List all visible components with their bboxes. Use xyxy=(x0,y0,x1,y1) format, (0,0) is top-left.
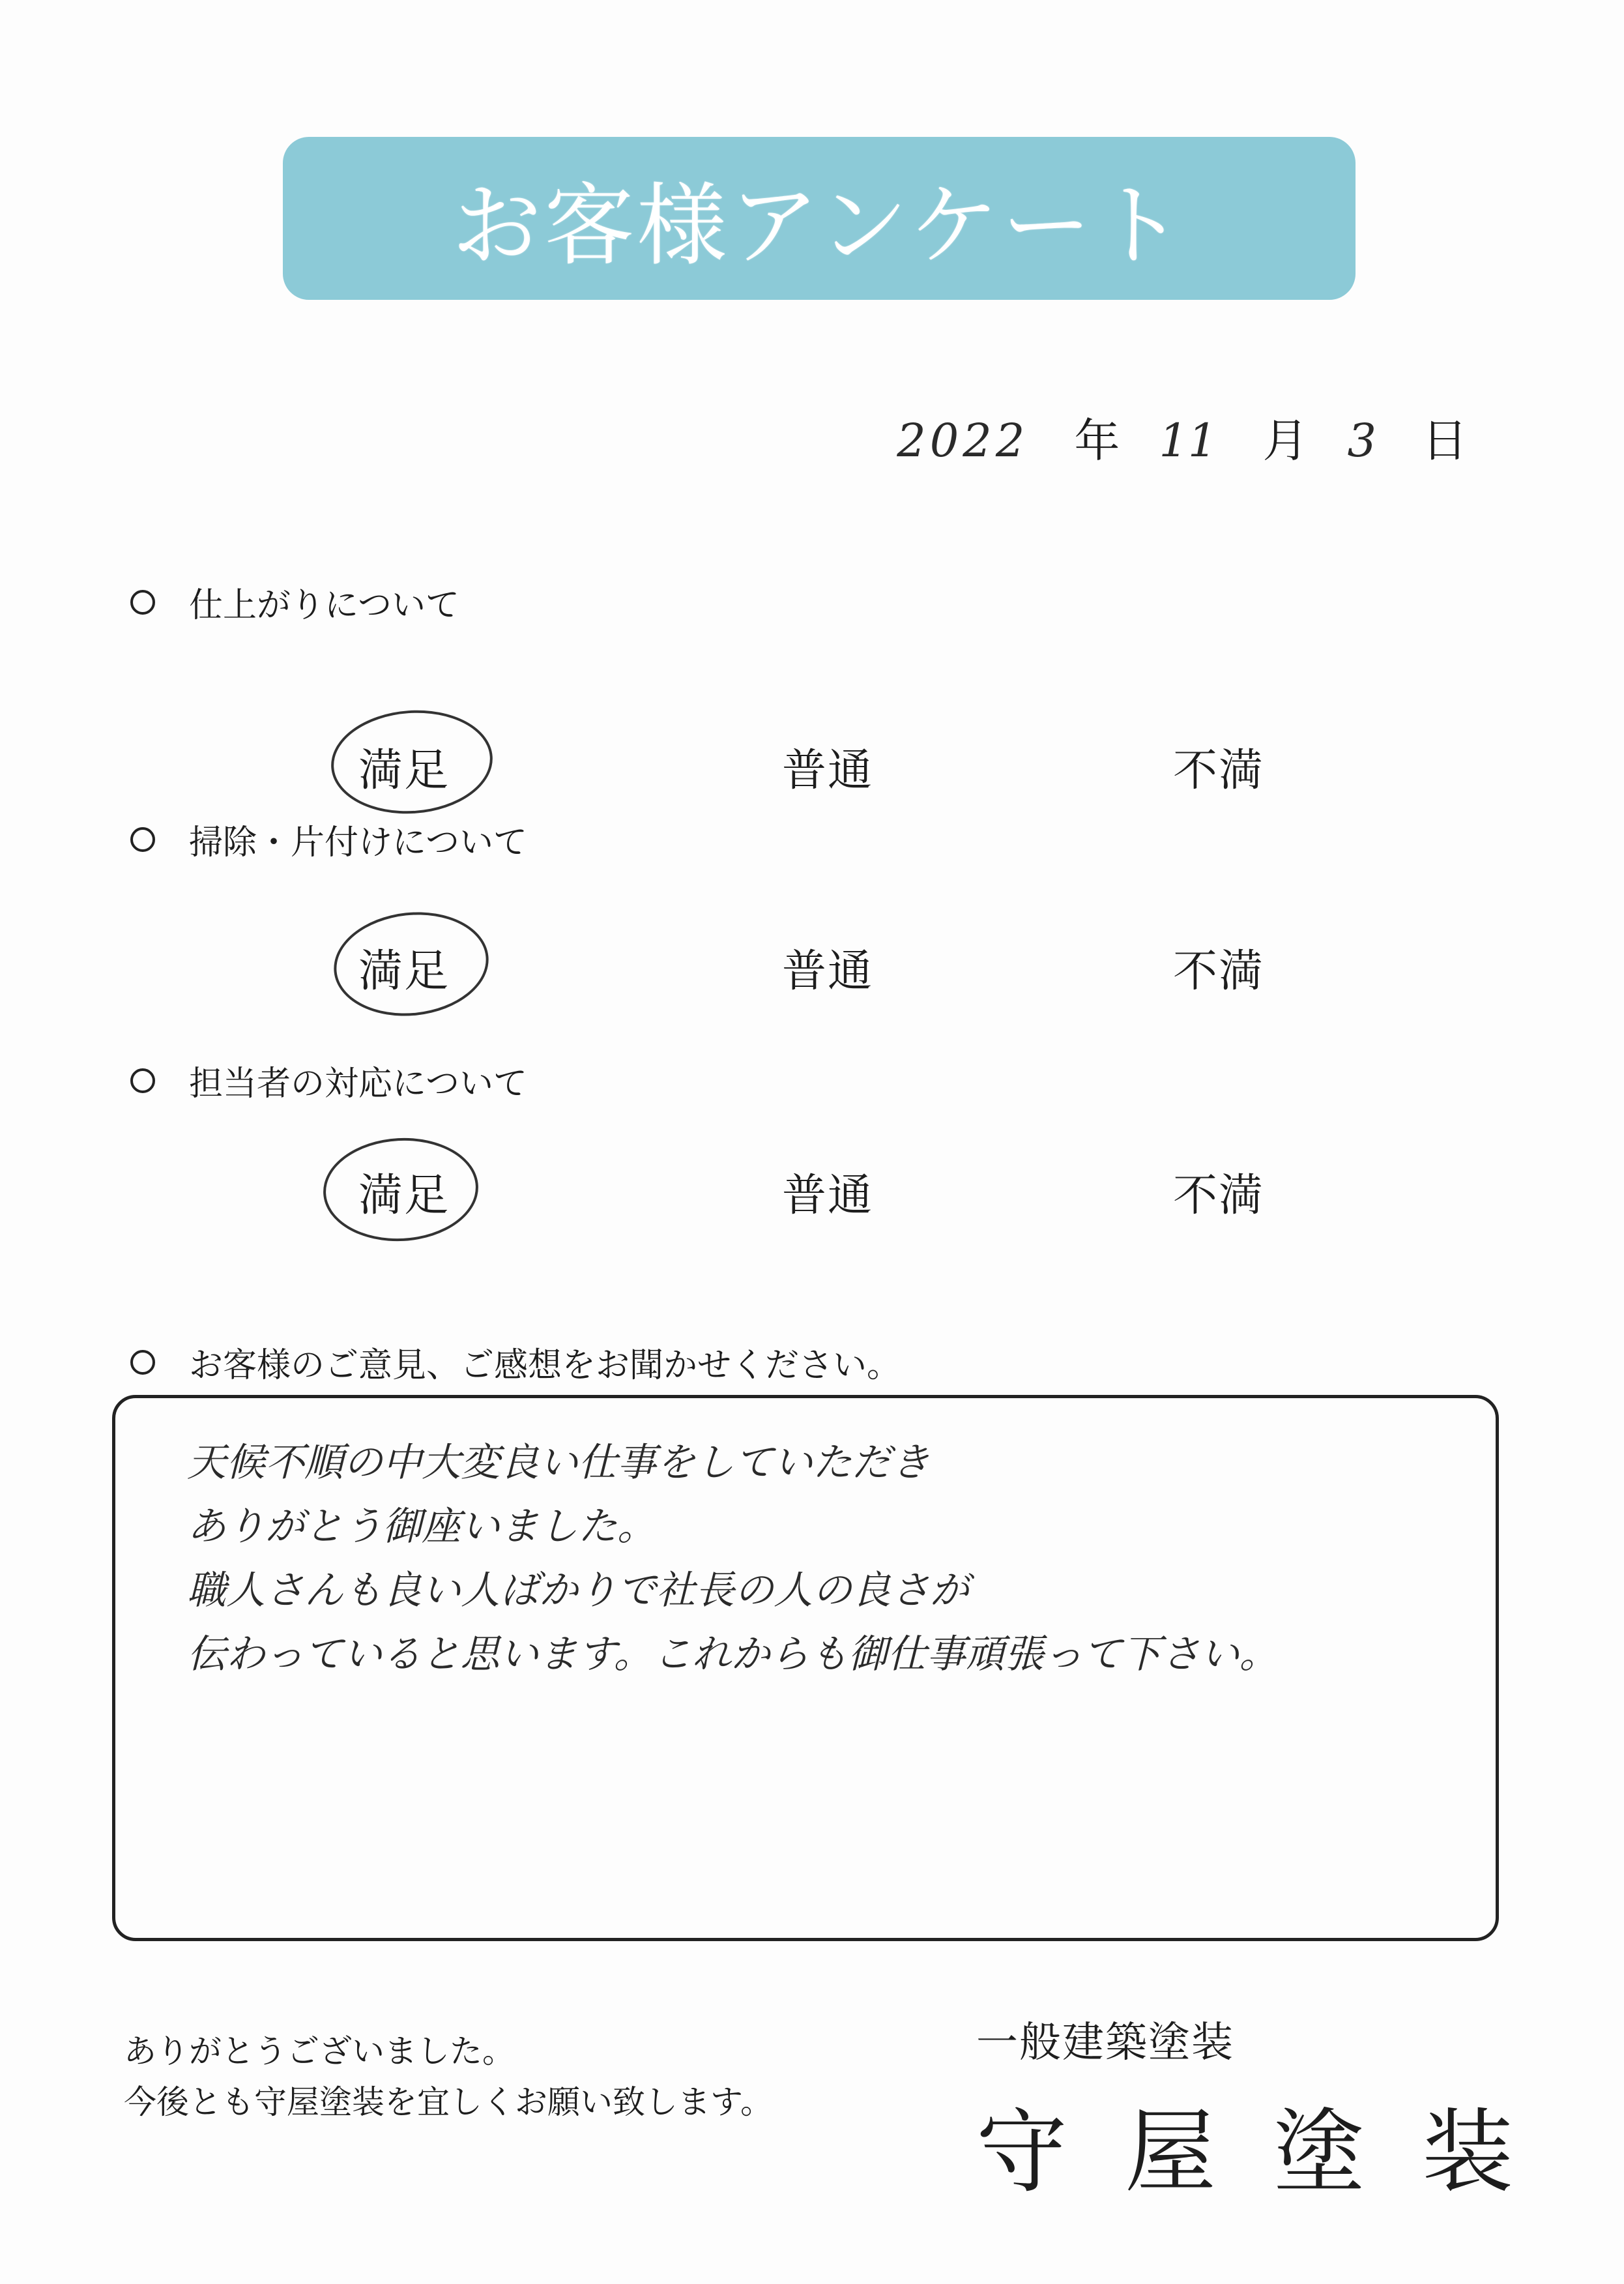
comment-line: 職人さんも良い人ばかりで社長の人の良さが xyxy=(187,1568,969,1613)
date-year: 2022 xyxy=(897,414,1029,467)
option-average-q1[interactable]: 普通 xyxy=(782,745,874,797)
date-day-label: 日 xyxy=(1422,414,1468,467)
date-month-label: 月 xyxy=(1262,414,1309,467)
question-cleaning xyxy=(130,815,527,864)
bullet-circle-icon xyxy=(130,590,155,615)
thanks-message xyxy=(124,2026,773,2128)
option-satisfied-q1[interactable]: 満足 xyxy=(358,745,450,797)
bullet-circle-icon xyxy=(130,827,155,852)
date-day: 3 xyxy=(1347,414,1376,467)
question-label: 担当者の対応について xyxy=(189,1064,527,1104)
company-name: 守屋塗装 xyxy=(976,2100,1571,2206)
bullet-circle-icon xyxy=(130,1350,155,1375)
question-label: 掃除・片付けについて xyxy=(189,823,527,862)
comment-line: 天候不順の中大変良い仕事をしていただき xyxy=(187,1440,930,1486)
page-title: お客様アンケート xyxy=(452,173,1187,278)
question-comments xyxy=(130,1338,901,1386)
title-banner xyxy=(283,137,1356,300)
comment-line: 伝わっていると思います。これからも御仕事頑張って下さい。 xyxy=(187,1632,1279,1677)
company-type: 一般建築塗装 xyxy=(976,2019,1234,2067)
option-dissatisfied-q1[interactable]: 不満 xyxy=(1173,745,1265,797)
option-average-q2[interactable]: 普通 xyxy=(782,946,874,997)
thanks-line: 今後とも守屋塗装を宜しくお願い致します。 xyxy=(124,2083,773,2121)
comment-text xyxy=(187,1431,1443,1686)
company-block xyxy=(976,2009,1571,2210)
date-row xyxy=(897,404,1468,470)
question-finish xyxy=(130,578,459,626)
comment-line: ありがとう御座いました。 xyxy=(187,1504,656,1549)
option-satisfied-q3[interactable]: 満足 xyxy=(358,1170,450,1222)
thanks-line: ありがとうございました。 xyxy=(124,2032,515,2070)
option-dissatisfied-q2[interactable]: 不満 xyxy=(1173,946,1265,997)
date-month: 11 xyxy=(1159,414,1217,467)
question-label: 仕上がりについて xyxy=(189,586,459,625)
question-label: お客様のご意見、ご感想をお聞かせください。 xyxy=(189,1346,901,1385)
question-staff xyxy=(130,1056,527,1105)
option-dissatisfied-q3[interactable]: 不満 xyxy=(1173,1170,1265,1222)
option-satisfied-q2[interactable]: 満足 xyxy=(358,946,450,997)
date-year-label: 年 xyxy=(1074,414,1120,467)
bullet-circle-icon xyxy=(130,1068,155,1093)
comment-box[interactable] xyxy=(112,1395,1499,1941)
option-average-q3[interactable]: 普通 xyxy=(782,1170,874,1222)
